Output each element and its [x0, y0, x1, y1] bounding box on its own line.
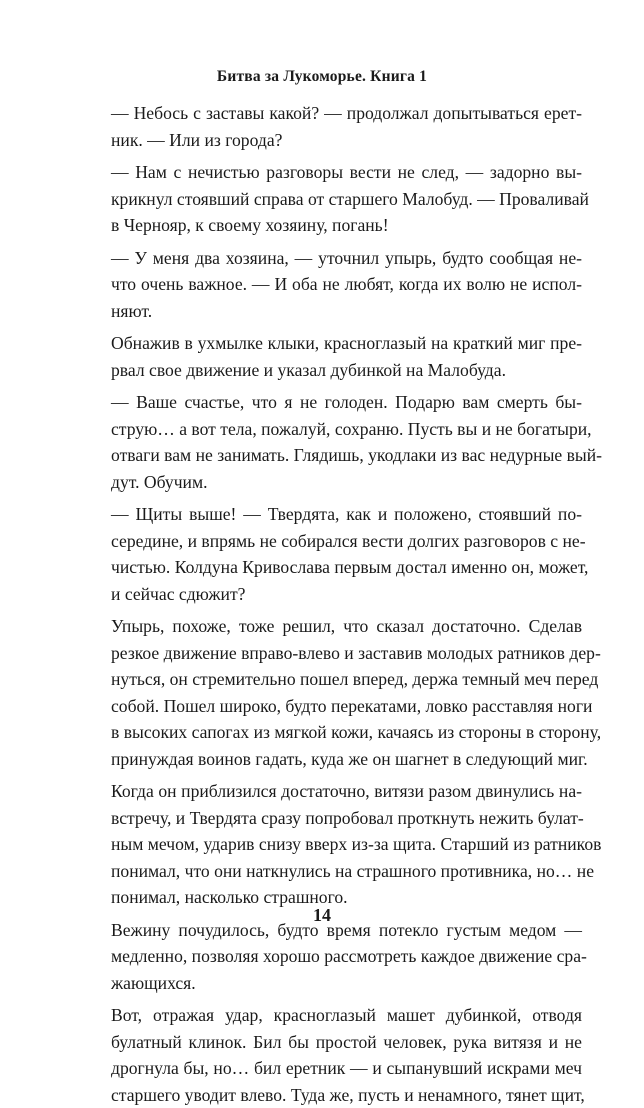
text-line: встречу, и Твердята сразу попробовал проткнуть нежить булат-	[90, 805, 582, 832]
text-line: Вот, отражая удар, красноглазый машет дубинкой, отводя	[90, 1002, 582, 1029]
paragraph-6	[90, 501, 582, 607]
text-line: чистью. Колдуна Кривослава первым достал именно он, может,	[90, 554, 582, 581]
text-line: нуться, он стремительно пошел вперед, держа темный меч перед	[90, 666, 582, 693]
text-line: — Нам с нечистью разговоры вести не след, — задорно вы-	[90, 159, 582, 186]
page-number: 14	[0, 905, 644, 926]
text-line: отваги вам не занимать. Глядишь, укодлаки из вас недурные вый-	[90, 442, 582, 469]
paragraph-3	[90, 245, 582, 325]
text-line: старшего уводит влево. Туда же, пусть и ненамного, тянет щит,	[90, 1082, 582, 1108]
text-line: Обнажив в ухмылке клыки, красноглазый на краткий миг пре-	[90, 330, 582, 357]
text-line: — Ваше счастье, что я не голоден. Подарю вам смерть бы-	[90, 389, 582, 416]
text-line: собой. Пошел широко, будто перекатами, ловко расставляя ноги	[90, 693, 582, 720]
text-line: принуждая воинов гадать, куда же он шагнет в следующий миг.	[90, 746, 582, 773]
paragraph-9	[90, 917, 582, 997]
paragraph-8	[90, 778, 582, 911]
paragraph-7	[90, 613, 582, 772]
paragraph-5	[90, 389, 582, 495]
text-line: — Щиты выше! — Твердята, как и положено, стоявший по-	[90, 501, 582, 528]
text-line: середине, и впрямь не собирался вести долгих разговоров с не-	[90, 528, 582, 555]
text-line: дут. Обучим.	[90, 469, 582, 496]
text-line: в Чернояр, к своему хозяину, погань!	[90, 212, 582, 239]
paragraph-4	[90, 330, 582, 383]
body-text	[90, 100, 582, 1108]
text-line: дрогнула бы, но… бил еретник — и сыпанувший искрами меч	[90, 1055, 582, 1082]
text-line: жающихся.	[90, 970, 582, 997]
text-line: крикнул стоявший справа от старшего Малобуд. — Проваливай	[90, 186, 582, 213]
text-line: ным мечом, ударив снизу вверх из-за щита. Старший из ратников	[90, 831, 582, 858]
text-line: Когда он приблизился достаточно, витязи разом двинулись на-	[90, 778, 582, 805]
text-line: Вежину почудилось, будто время потекло густым медом —	[90, 917, 582, 944]
text-line: няют.	[90, 298, 582, 325]
text-line: понимал, что они наткнулись на страшного противника, но… не	[90, 858, 582, 885]
paragraph-2	[90, 159, 582, 239]
text-line: медленно, позволяя хорошо рассмотреть каждое движение сра-	[90, 943, 582, 970]
running-header: Битва за Лукоморье. Книга 1	[0, 68, 644, 86]
text-line: струю… а вот тела, пожалуй, сохраню. Пусть вы и не богатыри,	[90, 416, 582, 443]
text-line: в высоких сапогах из мягкой кожи, качаясь из стороны в сторону,	[90, 719, 582, 746]
text-line: и сейчас сдюжит?	[90, 581, 582, 608]
text-line: Упырь, похоже, тоже решил, что сказал достаточно. Сделав	[90, 613, 582, 640]
text-line: рвал свое движение и указал дубинкой на Малобуда.	[90, 357, 582, 384]
paragraph-1	[90, 100, 582, 153]
text-line: понимал, насколько страшного.	[90, 884, 582, 911]
text-line: резкое движение вправо-влево и заставив молодых ратников дер-	[90, 640, 582, 667]
text-line: — Небось с заставы какой? — продолжал допытываться ерет-	[90, 100, 582, 127]
text-line: что очень важное. — И оба не любят, когда их волю не испол-	[90, 271, 582, 298]
text-line: булатный клинок. Бил бы простой человек, рука витязя и не	[90, 1029, 582, 1056]
paragraph-10	[90, 1002, 582, 1108]
text-line: — У меня два хозяина, — уточнил упырь, будто сообщая не-	[90, 245, 582, 272]
text-line: ник. — Или из города?	[90, 127, 582, 154]
